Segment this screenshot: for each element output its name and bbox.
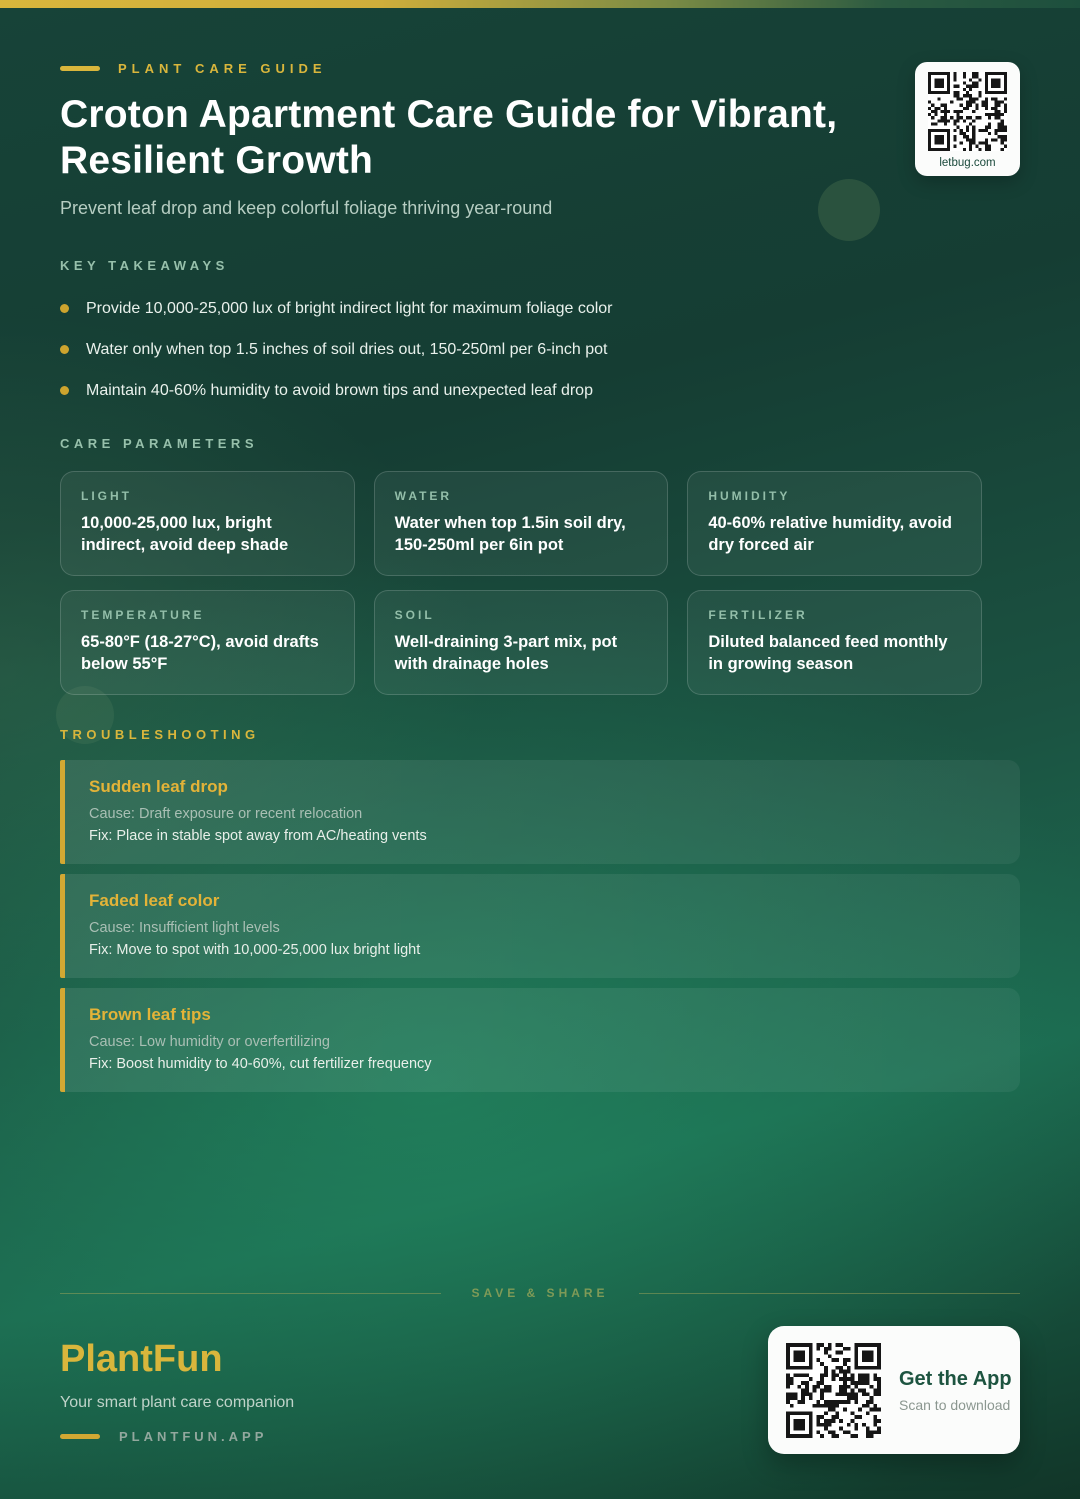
trouble-card-faded-color [60,874,1020,978]
trouble-title: Sudden leaf drop [89,777,228,796]
trouble-cause: Cause: Low humidity or overfertilizing [89,1034,330,1050]
footer [60,1338,294,1444]
site-row [60,1429,294,1444]
brand-tagline: Your smart plant care companion [60,1394,295,1411]
key-takeaways-heading: KEY TAKEAWAYS [60,258,229,273]
get-app-card [768,1326,1020,1454]
takeaway-text: Provide 10,000-25,000 lux of bright indirect light for maximum foliage color [86,300,613,317]
save-share-divider [60,1286,1020,1300]
param-label: HUMIDITY [708,489,791,503]
param-label: FERTILIZER [708,608,808,622]
key-takeaways-list [60,299,1020,400]
param-value: 10,000-25,000 lux, bright indirect, avoid deep shade [81,514,289,554]
app-card-title: Get the App [899,1367,1012,1390]
param-card-fertilizer [687,590,982,695]
param-card-light [60,471,355,576]
param-value: Water when top 1.5in soil dry, 150-250ml per 6in pot [394,514,626,554]
param-card-soil [374,590,669,695]
troubleshooting-section [60,727,1020,1102]
param-label: SOIL [394,608,435,622]
trouble-cause: Cause: Draft exposure or recent relocation [89,806,363,822]
bullet-dot-icon [60,304,69,313]
takeaway-item [60,299,1020,318]
trouble-fix: Fix: Place in stable spot away from AC/heating vents [89,828,427,844]
bullet-dot-icon [60,345,69,354]
trouble-title: Brown leaf tips [89,1005,211,1024]
takeaway-item [60,340,1020,359]
param-card-temperature [60,590,355,695]
key-takeaways-section [60,258,1020,422]
trouble-cause: Cause: Insufficient light levels [89,920,280,936]
takeaway-text: Water only when top 1.5 inches of soil dries out, 150-250ml per 6-inch pot [86,341,608,358]
divider-label: SAVE & SHARE [471,1286,609,1300]
website-qr-label: letbug.com [939,157,996,169]
page-subtitle: Prevent leaf drop and keep colorful foliage thriving year-round [60,198,553,218]
website-qr-card [915,62,1020,176]
troubleshooting-heading: TROUBLESHOOTING [60,727,260,742]
top-accent-bar [0,0,1080,8]
takeaway-text: Maintain 40-60% humidity to avoid brown tips and unexpected leaf drop [86,382,593,399]
param-label: WATER [394,489,453,503]
app-qr-code [786,1343,881,1438]
param-value: 65-80°F (18-27°C), avoid drafts below 55°F [81,633,319,673]
param-label: TEMPERATURE [81,608,205,622]
param-card-water [374,471,669,576]
bullet-dot-icon [60,386,69,395]
takeaway-item [60,381,1020,400]
trouble-card-leaf-drop [60,760,1020,864]
site-accent-line [60,1434,100,1439]
trouble-fix: Fix: Move to spot with 10,000-25,000 lux bright light [89,942,421,958]
param-value: Diluted balanced feed monthly in growing season [708,633,948,673]
app-card-text [899,1368,1012,1413]
page-title: Croton Apartment Care Guide for Vibrant, Resilient Growth [60,93,838,182]
eyebrow-accent-line [60,66,100,71]
trouble-fix: Fix: Boost humidity to 40-60%, cut fertilizer frequency [89,1056,432,1072]
site-url: PLANTFUN.APP [119,1429,268,1444]
param-value: 40-60% relative humidity, avoid dry forced air [708,514,952,554]
care-parameters-section [60,436,982,695]
care-parameters-heading: CARE PARAMETERS [60,436,258,451]
app-card-subtitle: Scan to download [899,1396,1011,1413]
divider-line [60,1293,441,1294]
eyebrow-row [60,60,905,76]
header [60,60,905,219]
website-qr-code [928,72,1007,151]
troubleshooting-list [60,760,1020,1092]
divider-line [639,1293,1020,1294]
param-value: Well-draining 3-part mix, pot with drainage holes [394,633,618,673]
param-label: LIGHT [81,489,132,503]
brand-name: PlantFun [60,1338,223,1380]
trouble-title: Faded leaf color [89,891,220,910]
trouble-card-brown-tips [60,988,1020,1092]
care-parameters-grid [60,471,982,695]
param-card-humidity [687,471,982,576]
eyebrow-label: PLANT CARE GUIDE [118,60,327,76]
